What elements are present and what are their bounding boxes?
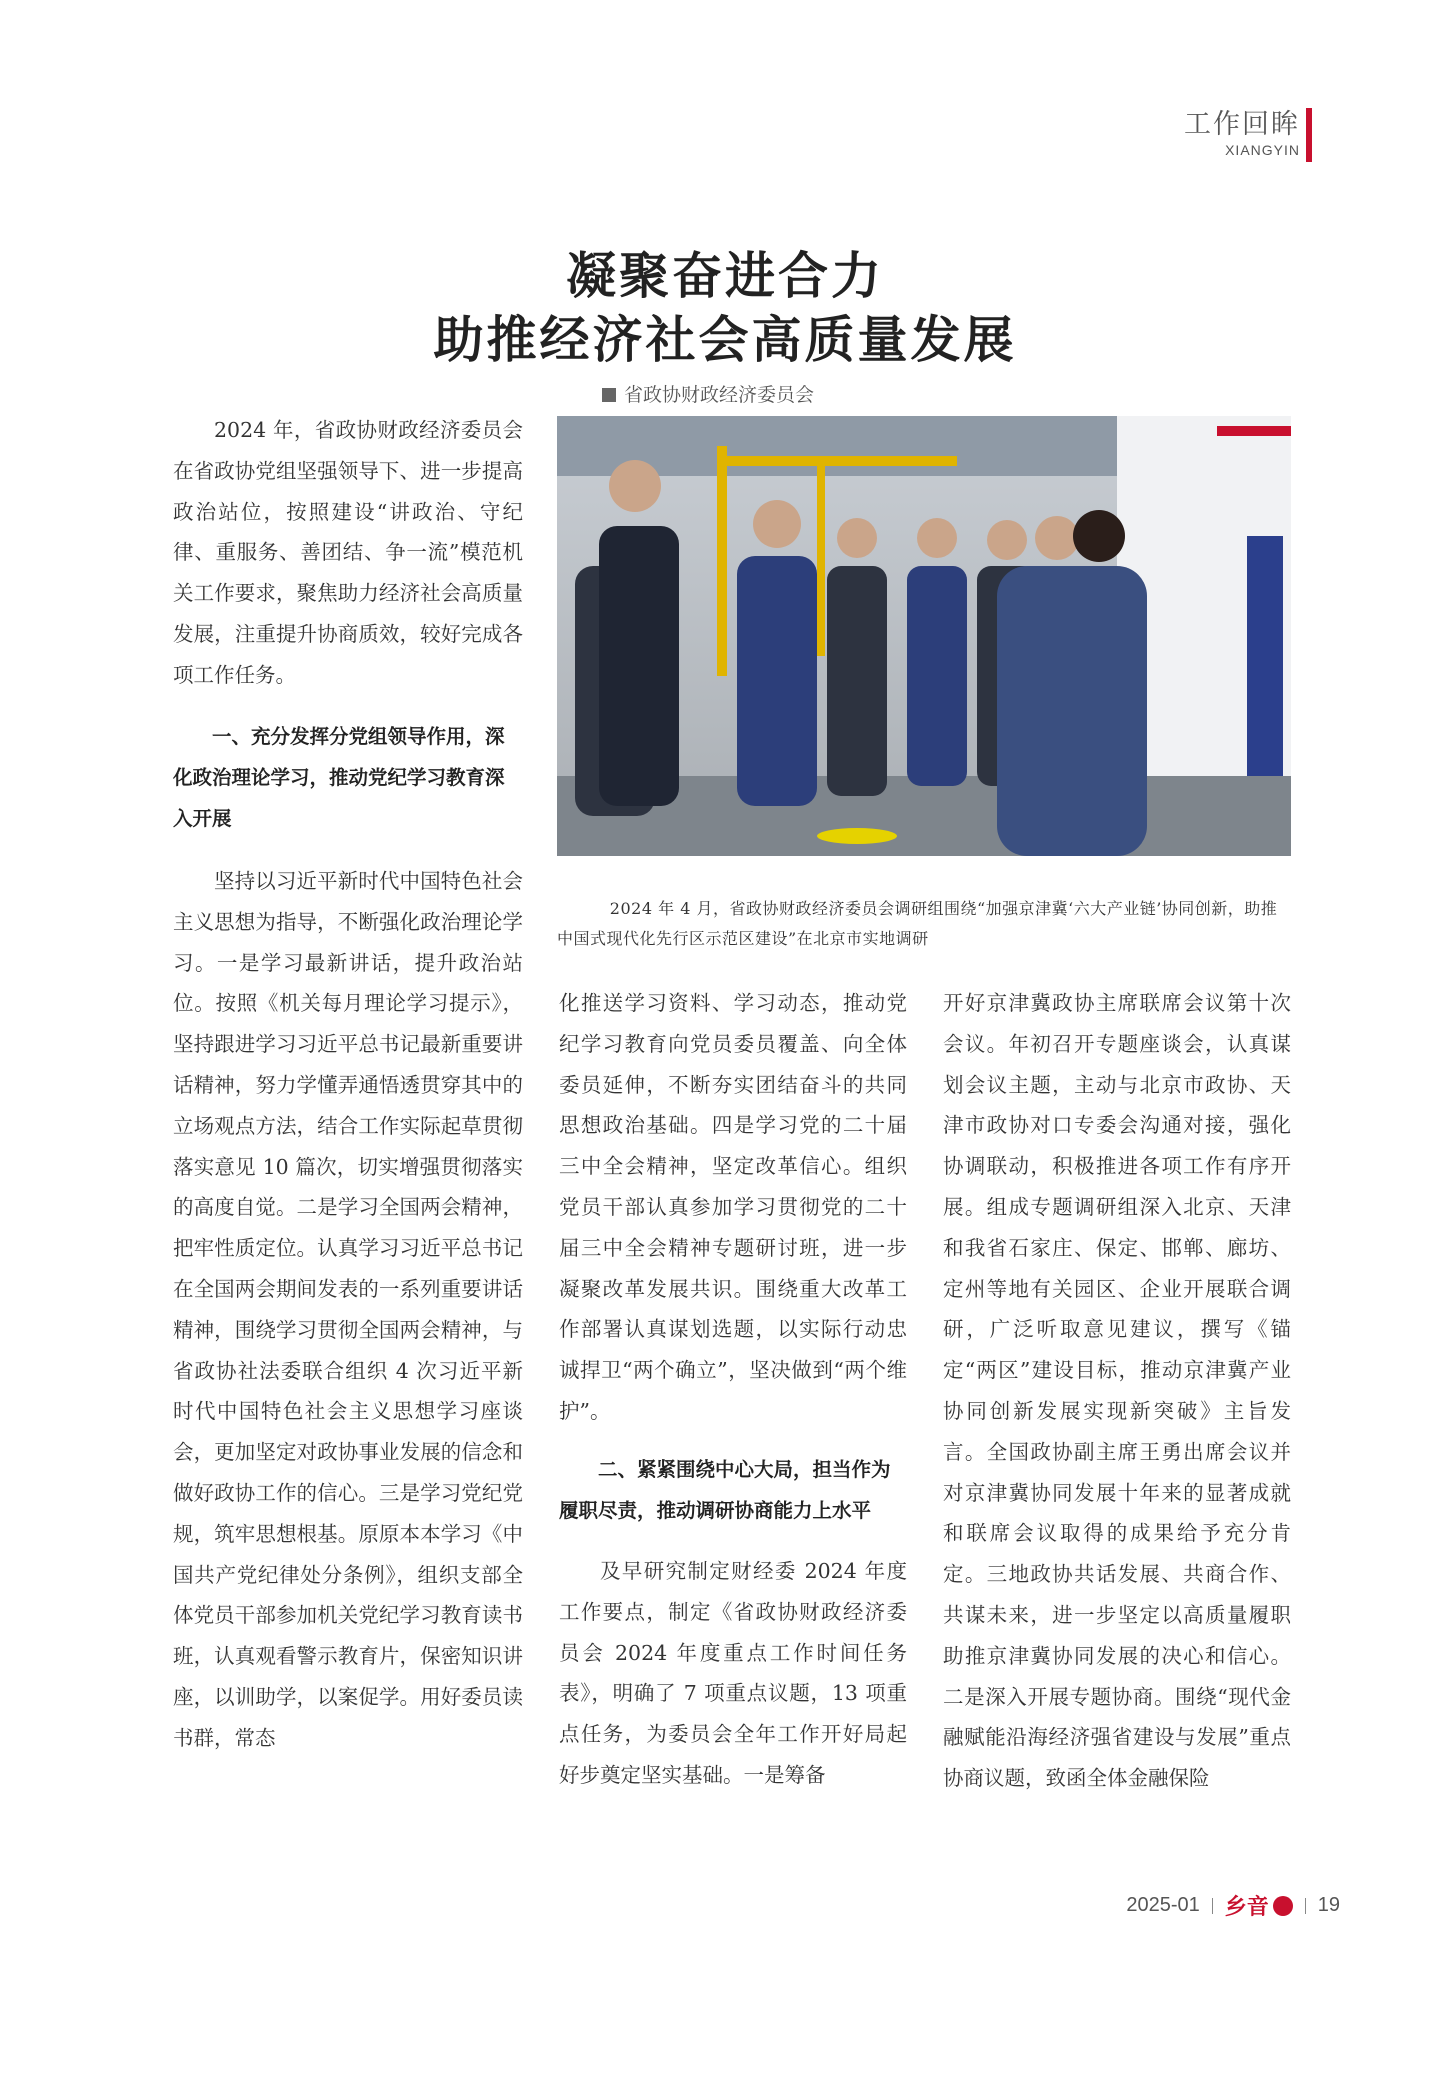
section-accent-bar bbox=[1306, 108, 1312, 162]
intro-paragraph: 2024 年，省政协财政经济委员会在省政协党组坚强领导下、进一步提高政治站位，按照建设“讲政治、守纪律、重服务、善团结、争一流”模范机关工作要求，聚焦助力经济社会高质量发展，注重提升协商质效，较好完成各项工作任务。 bbox=[173, 418, 523, 687]
footer-divider bbox=[1212, 1898, 1213, 1914]
body-column-1 bbox=[173, 861, 523, 1759]
page-footer bbox=[1126, 1890, 1340, 1921]
body-paragraph-1-continued: 化推送学习资料、学习动态，推动党纪学习教育向党员委员覆盖、向全体委员延伸，不断夯实团结奋斗的共同思想政治基础。四是学习党的二十届三中全会精神，坚定改革信心。组织党员干部认真参加学习贯彻党的二十届三中全会精神专题研讨班，进一步凝聚改革发展共识。围绕重大改革工作部署认真谋划选题，以实际行动忠诚捍卫“两个确立”，坚决做到“两个维护”。 bbox=[559, 991, 907, 1423]
issue-number: 2025-01 bbox=[1126, 1894, 1200, 1916]
byline bbox=[602, 380, 814, 407]
section-heading-1-block bbox=[173, 717, 523, 839]
section-tag bbox=[1184, 108, 1300, 158]
section-heading-2-block bbox=[559, 1450, 907, 1532]
section-heading-1: 一、充分发挥分党组领导作用，深化政治理论学习，推动党纪学习教育深入开展 bbox=[173, 725, 505, 830]
body-paragraph-2-continued: 开好京津冀政协主席联席会议第十次会议。年初召开专题座谈会，认真谋划会议主题，主动与北京市政协、天津市政协对口专委会沟通对接，强化协调联动，积极推进各项工作有序开展。组成专题调研组深入北京、天津和我省石家庄、保定、邯郸、廊坊、定州等地有关园区、企业开展联合调研，广泛听取意见建议，撰写《锚定“两区”建设目标，推动京津冀产业协同创新发展实现新突破》主旨发言。全国政协副主席王勇出席会议并对京津冀协同发展十年来的显著成就和联席会议取得的成果给予充分肯定。三地政协共话发展、共商合作、共谋未来，进一步坚定以高质量履职助推京津冀协同发展的决心和信心。二是深入开展专题协商。围绕“现代金融赋能沿海经济强省建设与发展”重点协商议题，致函全体金融保险 bbox=[943, 991, 1291, 1791]
byline-text: 省政协财政经济委员会 bbox=[624, 384, 815, 406]
page-number: 19 bbox=[1317, 1894, 1340, 1916]
title-line-1: 凝聚奋进合力 bbox=[566, 247, 884, 305]
photo-illustration bbox=[557, 416, 1291, 856]
magazine-logo bbox=[1225, 1890, 1293, 1921]
intro-paragraph-block bbox=[173, 410, 523, 696]
body-column-3 bbox=[943, 983, 1291, 1799]
photo-caption: 2024 年 4 月，省政协财政经济委员会调研组围绕“加强京津冀‘六大产业链’协同创新，助推中国式现代化先行区示范区建设”在北京市实地调研 bbox=[557, 899, 1278, 948]
magazine-name: 乡音 bbox=[1224, 1895, 1269, 1920]
footer-divider bbox=[1305, 1898, 1306, 1914]
section-subtitle: XIANGYIN bbox=[1225, 142, 1300, 158]
article-photo bbox=[557, 416, 1291, 856]
logo-dot-icon bbox=[1273, 1896, 1293, 1916]
title-line-2: 助推经济社会高质量发展 bbox=[433, 311, 1017, 369]
body-paragraph-1: 坚持以习近平新时代中国特色社会主义思想为指导，不断强化政治理论学习。一是学习最新讲话，提升政治站位。按照《机关每月理论学习提示》，坚持跟进学习习近平总书记最新重要讲话精神，努力学懂弄通悟透贯穿其中的立场观点方法，结合工作实际起草贯彻落实意见 10 篇次，切实增强贯彻落实的高度自觉。二是学习全国两会精神，把牢性质定位。认真学习习近平总书记在全国两会期间发表的一系列重要讲话精神，围绕学习贯彻全国两会精神，与省政协社法委联合组织 4 次习近平新时代中国特色社会主义思想学习座谈会，更加坚定对政协事业发展的信念和做好政协工作的信心。三是学习党纪党规，筑牢思想根基。原原本本学习《中国共产党纪律处分条例》，组织支部全体党员干部参加机关党纪学习教育读书班，认真观看警示教育片，保密知识讲座，以训助学，以案促学。用好委员读书群，常态 bbox=[173, 869, 523, 1750]
article-title bbox=[0, 244, 1450, 372]
section-heading-2: 二、紧紧围绕中心大局，担当作为履职尽责，推动调研协商能力上水平 bbox=[559, 1458, 891, 1522]
body-paragraph-2: 及早研究制定财经委 2024 年度工作要点，制定《省政协财政经济委员会 2024 年度重点工作时间任务表》，明确了 7 项重点议题，13 项重点任务，为委员会全年工作开好局起好步奠定坚实基础。一是筹备 bbox=[559, 1559, 907, 1787]
body-column-2 bbox=[559, 983, 907, 1432]
section-title: 工作回眸 bbox=[1184, 109, 1300, 140]
square-bullet-icon bbox=[602, 388, 616, 402]
body-column-2b bbox=[559, 1551, 907, 1796]
